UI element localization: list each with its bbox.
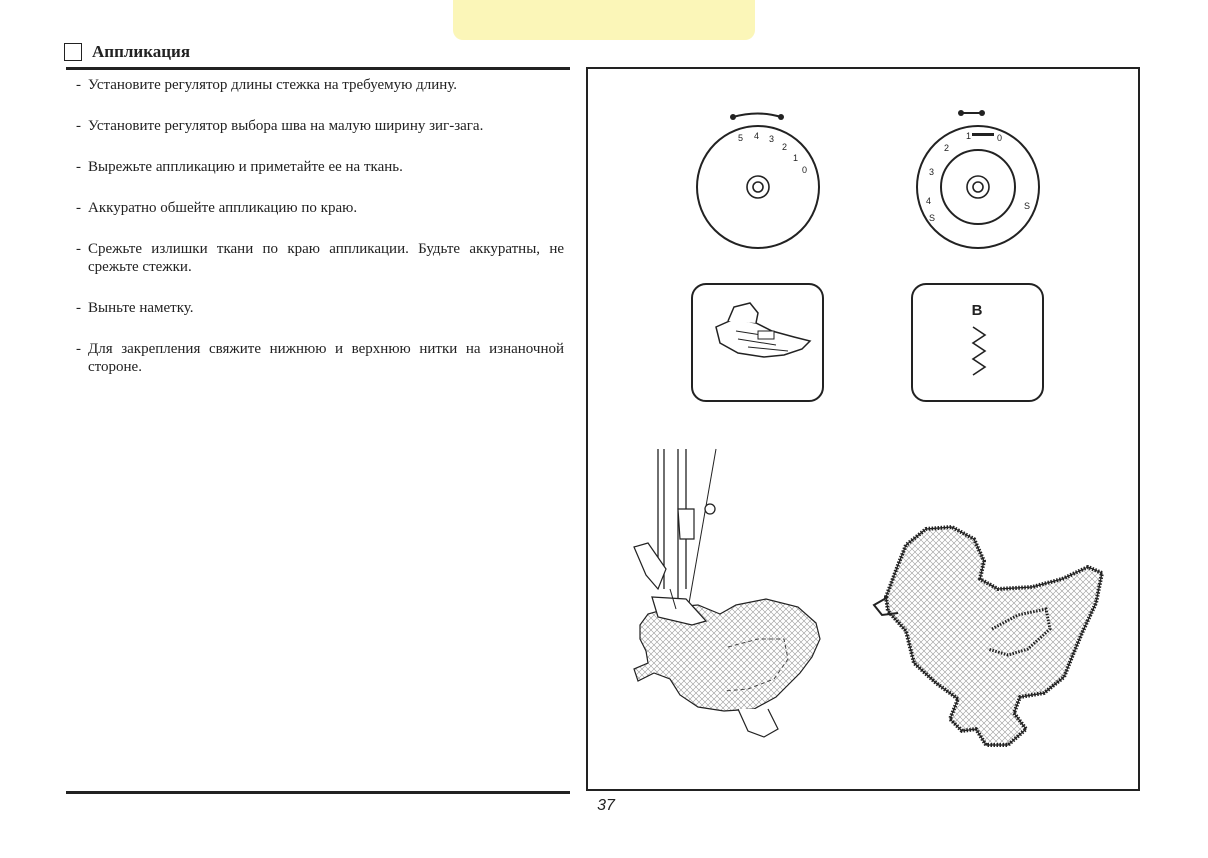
instruction-item: - Срежьте излишки ткани по краю аппликации. Будьте аккуратны, не срежьте стежки. <box>76 241 564 275</box>
width-dial-number: 4 <box>926 196 932 206</box>
instruction-item: - Вырежьте аппликацию и приметайте ее на ткань. <box>76 159 403 175</box>
illustration-drawing <box>588 69 1142 793</box>
length-dial-number: 4 <box>754 131 760 141</box>
stitch-pattern-box <box>912 284 1043 401</box>
length-dial-number: 0 <box>802 165 808 175</box>
sewing-foot-illustration <box>634 449 820 737</box>
length-dial-number: 1 <box>793 153 799 163</box>
instruction-item: - Для закрепления свяжите нижнюю и верхнюю нитки на изнаночной стороне. <box>76 341 564 375</box>
instruction-item: - Установите регулятор длины стежка на требуемую длину. <box>76 77 458 93</box>
section-title: Аппликация <box>92 42 191 61</box>
finished-applique-illustration <box>874 527 1102 745</box>
width-dial-number: 0 <box>997 133 1003 143</box>
width-dial-number: S <box>1024 201 1031 211</box>
instruction-item: - Установите регулятор выбора шва на малую ширину зиг-зага. <box>76 118 484 134</box>
instructions-list <box>76 76 564 399</box>
stitch-pattern-label: B <box>971 302 983 319</box>
length-dial-number: 2 <box>782 142 788 152</box>
section-heading <box>64 40 190 64</box>
page-number: 37 <box>597 797 615 814</box>
length-dial-number: 3 <box>769 134 775 144</box>
instruction-item: - Аккуратно обшейте аппликацию по краю. <box>76 200 358 216</box>
top-tab <box>453 0 755 40</box>
width-dial-number: S <box>929 213 936 223</box>
length-dial-number: 5 <box>738 133 744 143</box>
width-dial-number: 1 <box>966 131 972 141</box>
width-dial-number: 3 <box>929 167 935 177</box>
heading-rule <box>66 67 570 70</box>
stitch-width-dial <box>917 110 1039 248</box>
presser-foot-box <box>692 284 823 401</box>
instruction-item: - Выньте наметку. <box>76 300 194 316</box>
section-checkbox <box>64 43 82 61</box>
illustration-panel <box>586 67 1140 791</box>
stitch-length-dial <box>697 114 819 249</box>
width-dial-number: 2 <box>944 143 950 153</box>
footer-rule <box>66 791 570 794</box>
